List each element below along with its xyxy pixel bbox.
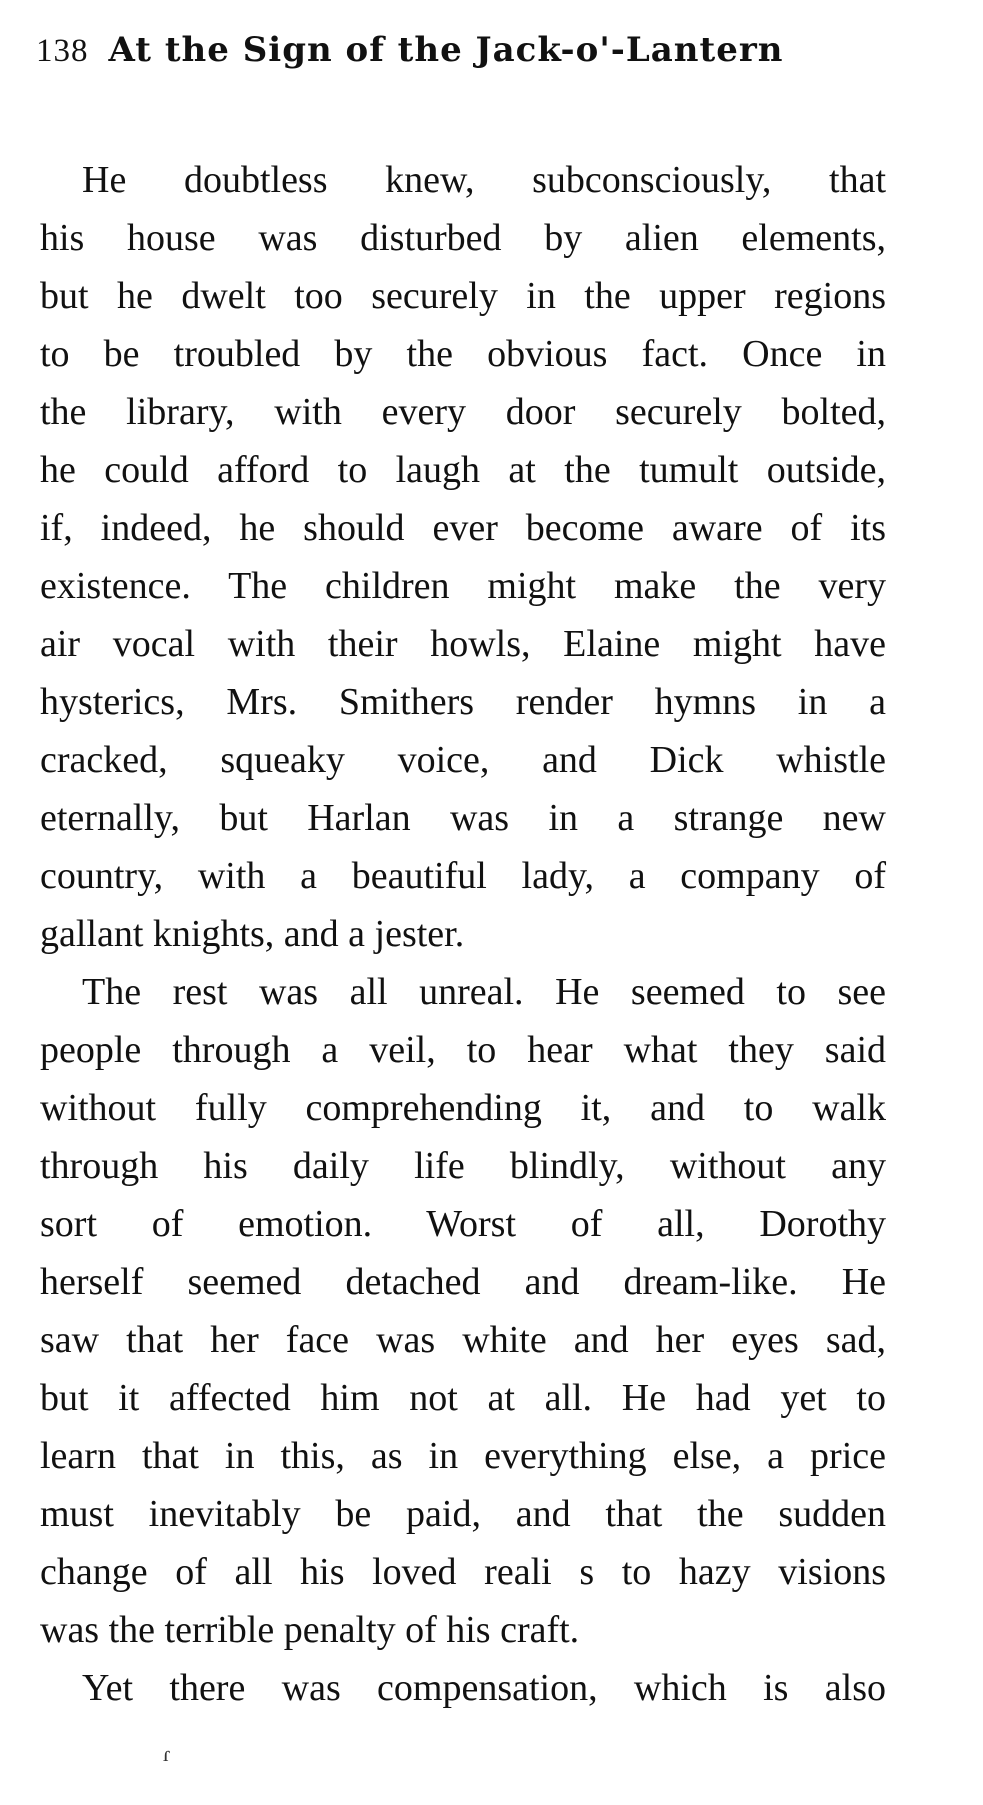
text-line: gallant knights, and a jester. — [40, 913, 465, 955]
text-line: change of all his loved reali s to hazy visions — [40, 1551, 886, 1593]
text-line: he could afford to laugh at the tumult outside, — [40, 449, 886, 491]
signature-mark: ɾ — [163, 1741, 171, 1766]
text-line: eternally, but Harlan was in a strange new — [40, 797, 886, 839]
text-line: He doubtless knew, subconsciously, that — [82, 159, 886, 201]
text-line: if, indeed, he should ever become aware of its — [40, 507, 886, 549]
text-line: to be troubled by the obvious fact. Once in — [40, 333, 886, 375]
text-line: herself seemed detached and dream-like. He — [40, 1261, 886, 1303]
text-line: without fully comprehending it, and to walk — [40, 1087, 886, 1129]
running-head — [36, 30, 896, 86]
text-line: sort of emotion. Worst of all, Dorothy — [40, 1203, 886, 1245]
text-line: learn that in this, as in everything else, a price — [40, 1435, 886, 1477]
text-line: but it affected him not at all. He had yet to — [40, 1377, 886, 1419]
text-line: through his daily life blindly, without any — [40, 1145, 886, 1187]
page-number: 138 — [36, 33, 89, 69]
text-line: the library, with every door securely bolted, — [40, 391, 886, 433]
text-line: but he dwelt too securely in the upper regions — [40, 275, 886, 317]
text-line: existence. The children might make the very — [40, 565, 886, 607]
text-line: country, with a beautiful lady, a company of — [40, 855, 886, 897]
text-line: hysterics, Mrs. Smithers render hymns in a — [40, 681, 886, 723]
text-line: people through a veil, to hear what they said — [40, 1029, 886, 1071]
text-line: was the terrible penalty of his craft. — [40, 1609, 580, 1651]
body-text — [40, 151, 886, 1717]
text-line: Yet there was compensation, which is also — [82, 1667, 886, 1709]
running-title: At the Sign of the Jack-o'-Lantern — [108, 30, 784, 70]
text-line: air vocal with their howls, Elaine might have — [40, 623, 886, 665]
text-line: must inevitably be paid, and that the sudden — [40, 1493, 886, 1535]
text-line: his house was disturbed by alien elements, — [40, 217, 886, 259]
text-line: The rest was all unreal. He seemed to see — [82, 971, 886, 1013]
text-line: cracked, squeaky voice, and Dick whistle — [40, 739, 886, 781]
text-line: saw that her face was white and her eyes sad, — [40, 1319, 886, 1361]
